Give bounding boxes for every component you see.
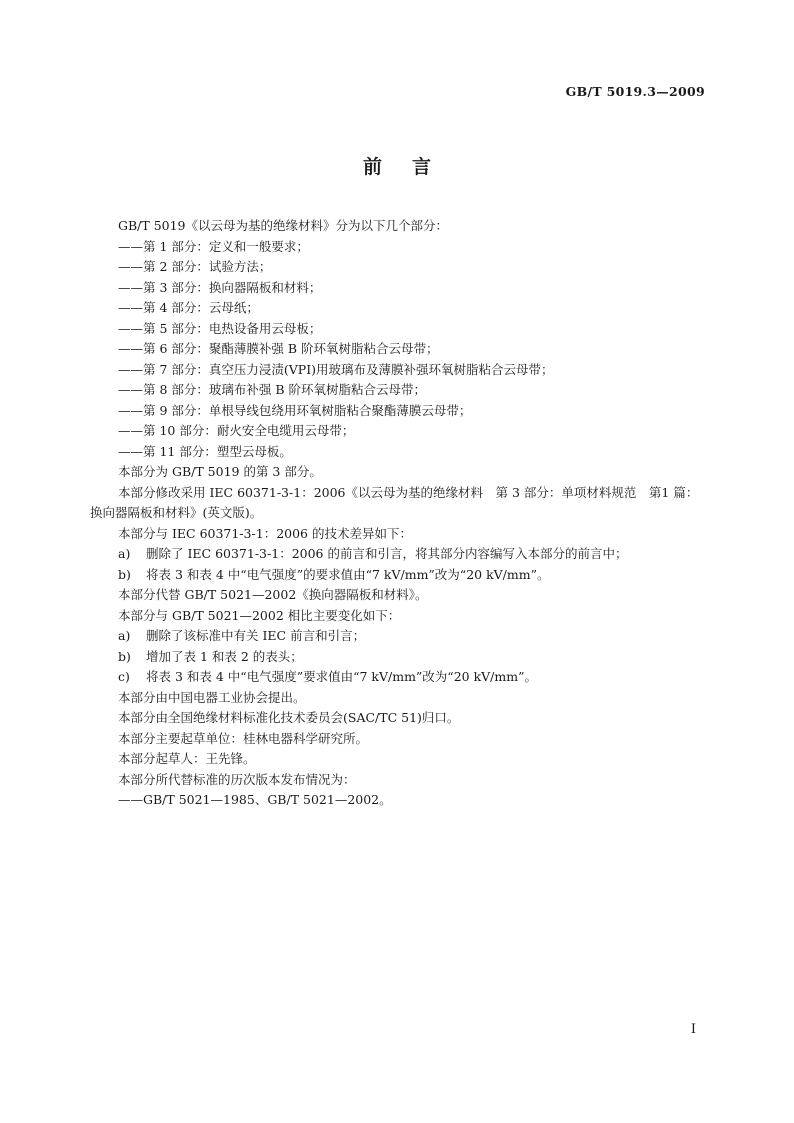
change-item: [90, 667, 708, 688]
part-item: ——第 4 部分：云母纸；: [118, 300, 259, 315]
list-marker: b): [118, 566, 131, 582]
history-item: ——GB/T 5021—1985、GB/T 5021—2002。: [118, 792, 392, 807]
managed-by-paragraph: 本部分由全国绝缘材料标准化技术委员会(SAC/TC 51)归口。: [118, 710, 460, 725]
page-title: 前言: [362, 156, 461, 178]
standard-number: GB/T 5019.3—2009: [565, 84, 705, 99]
drafter-paragraph: 本部分起草人：王先锋。: [118, 751, 256, 766]
part-item: ——第 6 部分：聚酯薄膜补强 B 阶环氧树脂粘合云母带；: [118, 341, 439, 356]
list-marker: a): [118, 546, 131, 561]
list-marker: b): [118, 648, 131, 664]
history-intro: 本部分所代替标准的历次版本发布情况为：: [118, 771, 356, 787]
list-marker: a): [118, 628, 131, 643]
proposed-by-paragraph: 本部分由中国电器工业协会提出。: [118, 689, 306, 705]
part-item: ——第 11 部分：塑型云母板。: [118, 443, 292, 459]
part-item: ——第 5 部分：电热设备用云母板；: [118, 320, 322, 336]
change-text: 删除了该标准中有关 IEC 前言和引言；: [146, 628, 366, 643]
drafting-unit-paragraph: 本部分主要起草单位：桂林电器科学研究所。: [118, 730, 369, 746]
intro-paragraph: GB/T 5019《以云母为基的绝缘材料》分为以下几个部分：: [118, 218, 449, 233]
change-text: 将表 3 和表 4 中“电气强度”要求值由“7 kV/mm”改为“20 kV/mm”。: [146, 669, 537, 684]
changes-intro: 本部分与 GB/T 5021—2002 相比主要变化如下：: [118, 607, 401, 623]
replaces-paragraph: 本部分代替 GB/T 5021—2002《换向器隔板和材料》。: [118, 587, 428, 602]
change-item: [90, 626, 708, 647]
part-item: ——第 10 部分：耐火安全电缆用云母带；: [118, 423, 355, 438]
this-part-paragraph: 本部分为 GB/T 5019 的第 3 部分。: [118, 464, 322, 479]
part-item: ——第 1 部分：定义和一般要求；: [118, 238, 309, 254]
adoption-paragraph: 本部分修改采用 IEC 60371-3-1：2006《以云母为基的绝缘材料 第 3 部分：单项材料规范 第1 篇：换向器隔板和材料》(英文版)。: [90, 484, 699, 520]
diff-text: 删除了 IEC 60371-3-1：2006 的前言和引言，将其部分内容编写入本部分的前言中；: [146, 546, 628, 561]
diff-intro: 本部分与 IEC 60371-3-1：2006 的技术差异如下：: [118, 525, 412, 541]
change-item: [90, 647, 708, 668]
part-item: ——第 3 部分：换向器隔板和材料；: [118, 279, 322, 295]
part-item: ——第 2 部分：试验方法；: [118, 259, 272, 274]
diff-item: [90, 544, 708, 565]
foreword-body: [90, 216, 708, 811]
diff-item: [90, 565, 708, 586]
part-item: ——第 9 部分：单根导线包绕用环氧树脂粘合聚酯薄膜云母带；: [118, 402, 472, 418]
part-item: ——第 7 部分：真空压力浸渍(VPI)用玻璃布及薄膜补强环氧树脂粘合云母带；: [118, 361, 554, 377]
part-item: ——第 8 部分：玻璃布补强 B 阶环氧树脂粘合云母带；: [118, 382, 427, 397]
page-number: I: [690, 1022, 696, 1037]
change-text: 增加了表 1 和表 2 的表头；: [146, 648, 303, 664]
list-marker: c): [118, 669, 130, 684]
diff-text: 将表 3 和表 4 中“电气强度”的要求值由“7 kV/mm”改为“20 kV/mm”。: [146, 566, 550, 582]
